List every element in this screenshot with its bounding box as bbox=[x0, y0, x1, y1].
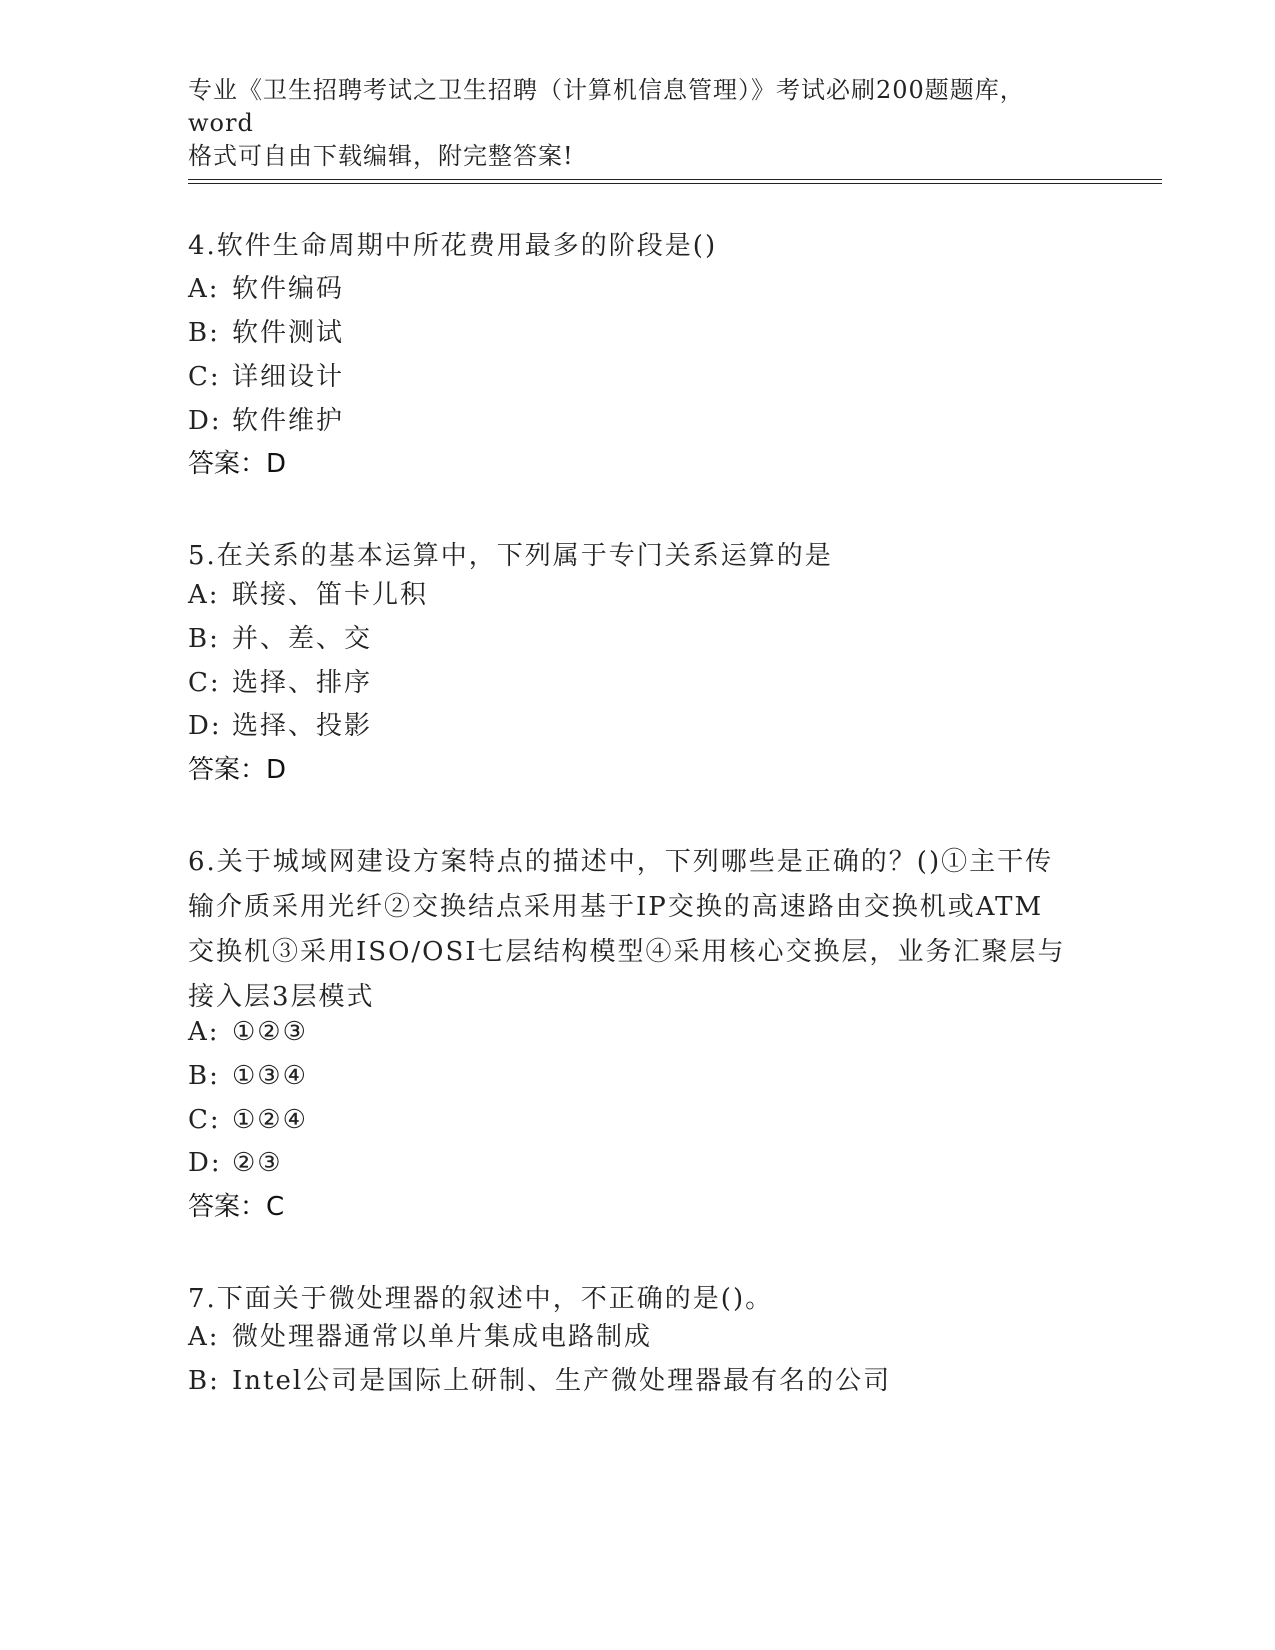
question-6-answer: 答案：C bbox=[188, 1192, 285, 1222]
question-6-option-a bbox=[188, 1015, 308, 1049]
option-text: ①③④ bbox=[232, 1061, 308, 1091]
option-label: B: bbox=[188, 1366, 220, 1396]
document-header bbox=[188, 74, 1088, 173]
option-label: A: bbox=[188, 1322, 220, 1352]
option-text: 软件维护 bbox=[232, 406, 345, 436]
option-text: 选择、排序 bbox=[232, 668, 373, 698]
option-text: 联接、笛卡儿积 bbox=[232, 580, 429, 610]
question-5-option-b bbox=[188, 622, 372, 656]
header-line-1: 专业《卫生招聘考试之卫生招聘（计算机信息管理）》考试必刷200题题库，word bbox=[188, 76, 1025, 137]
question-4-option-a bbox=[188, 272, 344, 306]
option-label: D: bbox=[188, 406, 222, 436]
option-label: B: bbox=[188, 1061, 220, 1091]
option-text: 并、差、交 bbox=[232, 624, 373, 654]
question-7-text: 7.下面关于微处理器的叙述中，不正确的是()。 bbox=[188, 1284, 774, 1314]
question-5-answer: 答案：D bbox=[188, 755, 287, 785]
question-6-option-c bbox=[188, 1103, 308, 1137]
option-text: 选择、投影 bbox=[232, 711, 373, 741]
question-4-option-b bbox=[188, 316, 344, 350]
question-7-option-b bbox=[188, 1364, 891, 1398]
option-label: A: bbox=[188, 580, 220, 610]
option-text: Intel公司是国际上研制、生产微处理器最有名的公司 bbox=[232, 1366, 892, 1396]
question-5-option-d bbox=[188, 709, 372, 743]
question-4-option-d bbox=[188, 404, 344, 438]
option-label: B: bbox=[188, 318, 220, 348]
option-label: A: bbox=[188, 274, 220, 304]
header-divider bbox=[188, 179, 1162, 184]
question-5-text: 5.在关系的基本运算中，下列属于专门关系运算的是 bbox=[188, 541, 833, 571]
option-text: 软件测试 bbox=[232, 318, 345, 348]
question-5-option-c bbox=[188, 666, 372, 700]
question-6-option-d bbox=[188, 1146, 283, 1180]
question-4-text: 4.软件生命周期中所花费用最多的阶段是() bbox=[188, 231, 718, 261]
option-text: 详细设计 bbox=[232, 362, 345, 392]
option-text: ①②④ bbox=[232, 1105, 308, 1135]
question-6-text: 6.关于城域网建设方案特点的描述中，下列哪些是正确的？()①主干传输介质采用光纤②交换结点采用基于IP交换的高速路由交换机或ATM交换机③采用ISO/OSI七层结构模型④采用核心交换层，业务汇聚层与接入层3层模式 bbox=[188, 847, 1066, 1012]
option-label: D: bbox=[188, 711, 222, 741]
option-text: ①②③ bbox=[232, 1017, 308, 1047]
option-label: C: bbox=[188, 1105, 221, 1135]
header-line-2: 格式可自由下载编辑，附完整答案! bbox=[188, 142, 574, 170]
option-text: 软件编码 bbox=[232, 274, 345, 304]
option-label: C: bbox=[188, 362, 221, 392]
option-label: D: bbox=[188, 1148, 222, 1178]
option-label: C: bbox=[188, 668, 221, 698]
question-4-answer: 答案：D bbox=[188, 449, 287, 479]
question-4-option-c bbox=[188, 360, 344, 394]
option-text: 微处理器通常以单片集成电路制成 bbox=[232, 1322, 653, 1352]
option-text: ②③ bbox=[232, 1148, 283, 1178]
question-5-option-a bbox=[188, 578, 428, 612]
question-6-option-b bbox=[188, 1059, 308, 1093]
option-label: A: bbox=[188, 1017, 220, 1047]
option-label: B: bbox=[188, 624, 220, 654]
question-7-option-a bbox=[188, 1320, 652, 1354]
